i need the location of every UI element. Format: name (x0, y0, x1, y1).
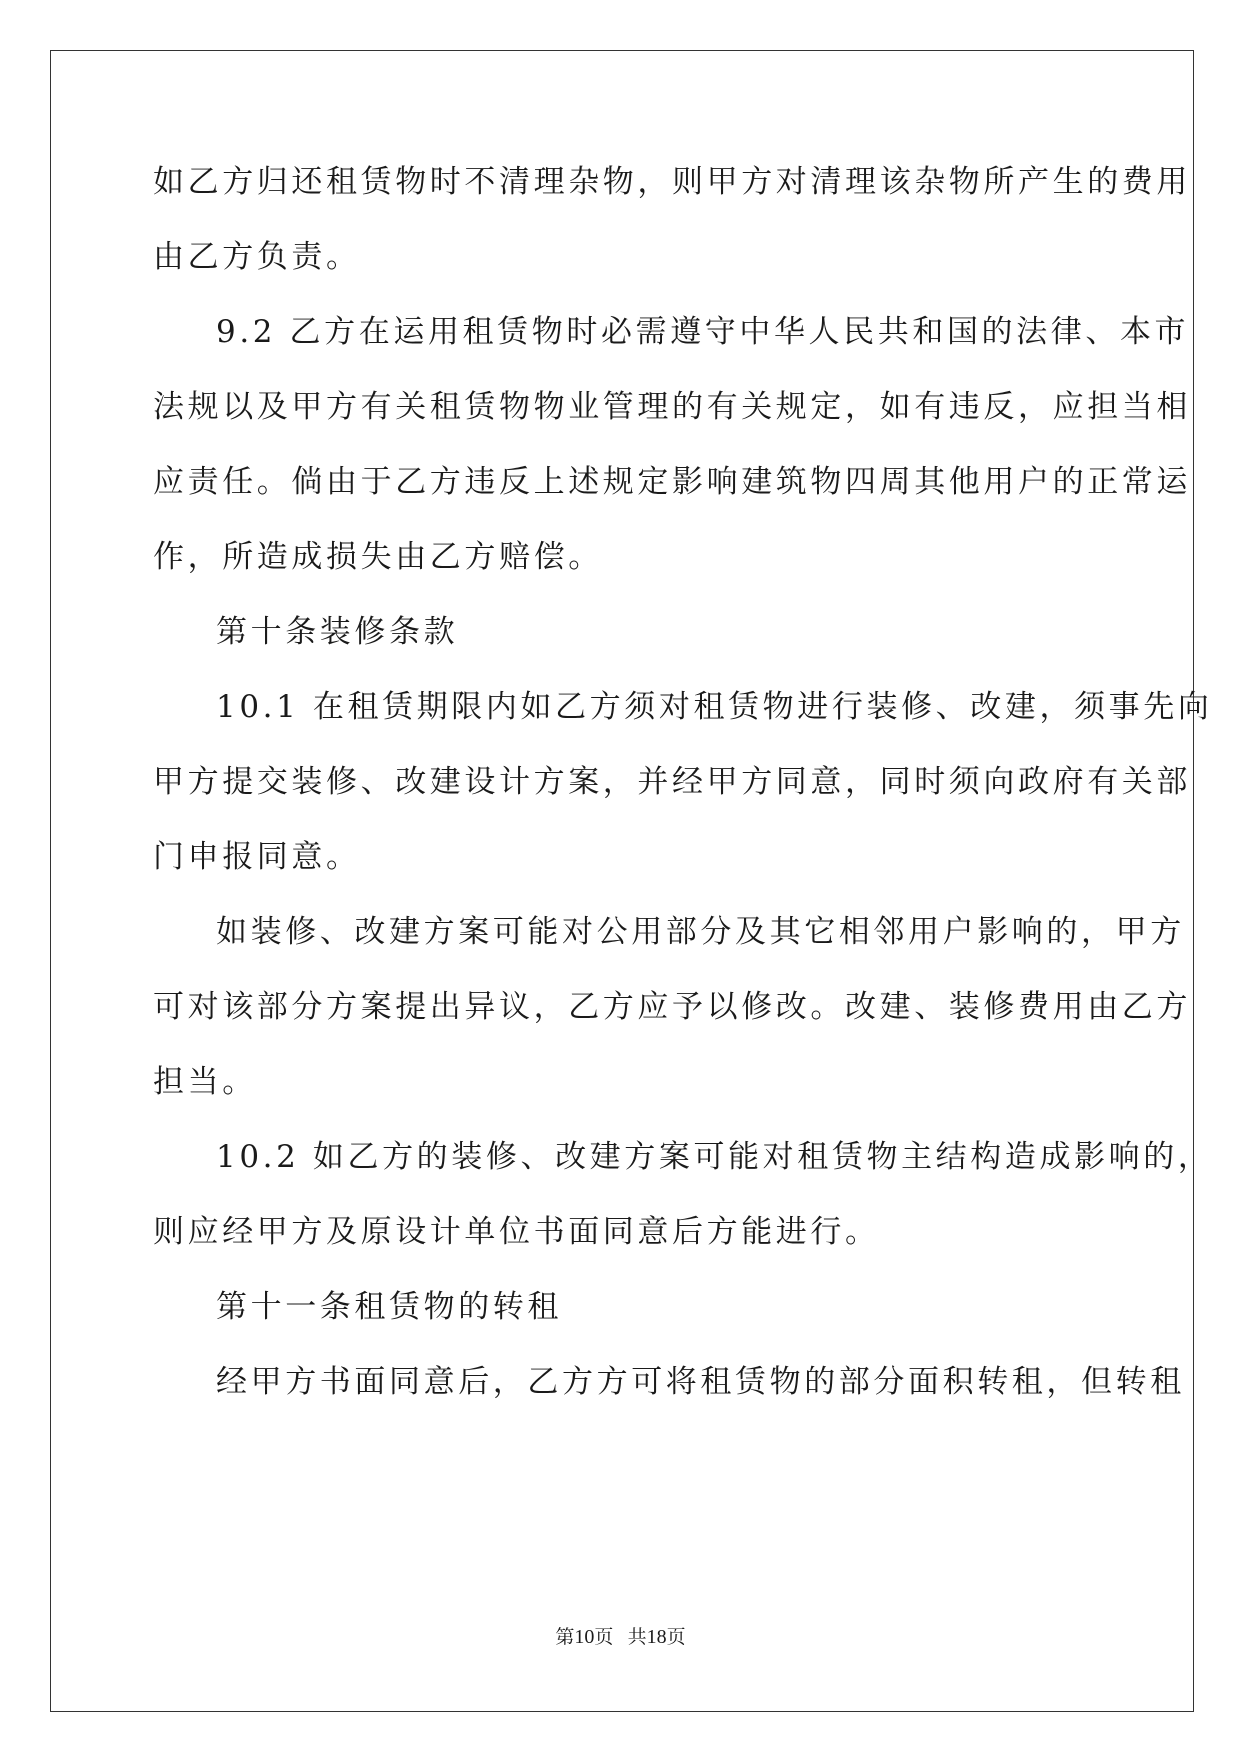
text-line: 9.2 乙方在运用租赁物时必需遵守中华人民共和国的法律、本市 (216, 314, 1190, 350)
footer-prefix: 第 (555, 1627, 575, 1648)
text-line: 门申报同意。 (153, 839, 361, 875)
footer-suffix: 页 (666, 1627, 686, 1648)
text-line: 法规以及甲方有关租赁物物业管理的有关规定，如有违反，应担当相 (153, 389, 1191, 425)
text-line: 10.1 在租赁期限内如乙方须对租赁物进行装修、改建，须事先向 (216, 689, 1213, 725)
text-line: 应责任。倘由于乙方违反上述规定影响建筑物四周其他用户的正常运 (153, 464, 1191, 500)
page-footer (0, 1624, 1241, 1651)
current-page-number: 10 (574, 1626, 595, 1648)
text-line: 如乙方归还租赁物时不清理杂物，则甲方对清理该杂物所产生的费用 (153, 164, 1191, 200)
text-line: 10.2 如乙方的装修、改建方案可能对租赁物主结构造成影响的， (216, 1139, 1213, 1175)
text-line: 经甲方书面同意后，乙方方可将租赁物的部分面积转租，但转租 (216, 1364, 1185, 1400)
page-border (50, 50, 1194, 1712)
text-line: 甲方提交装修、改建设计方案，并经甲方同意，同时须向政府有关部 (153, 764, 1191, 800)
text-line: 作，所造成损失由乙方赔偿。 (153, 539, 603, 575)
text-line: 担当。 (153, 1064, 257, 1100)
footer-middle: 页 共 (594, 1627, 647, 1648)
text-line: 则应经甲方及原设计单位书面同意后方能进行。 (153, 1214, 880, 1250)
total-pages-number: 18 (646, 1626, 667, 1648)
text-line: 可对该部分方案提出异议，乙方应予以修改。改建、装修费用由乙方 (153, 989, 1191, 1025)
text-line: 如装修、改建方案可能对公用部分及其它相邻用户影响的，甲方 (216, 914, 1185, 950)
section-heading: 第十条装修条款 (216, 614, 459, 650)
section-heading: 第十一条租赁物的转租 (216, 1289, 562, 1325)
text-line: 由乙方负责。 (153, 239, 361, 275)
